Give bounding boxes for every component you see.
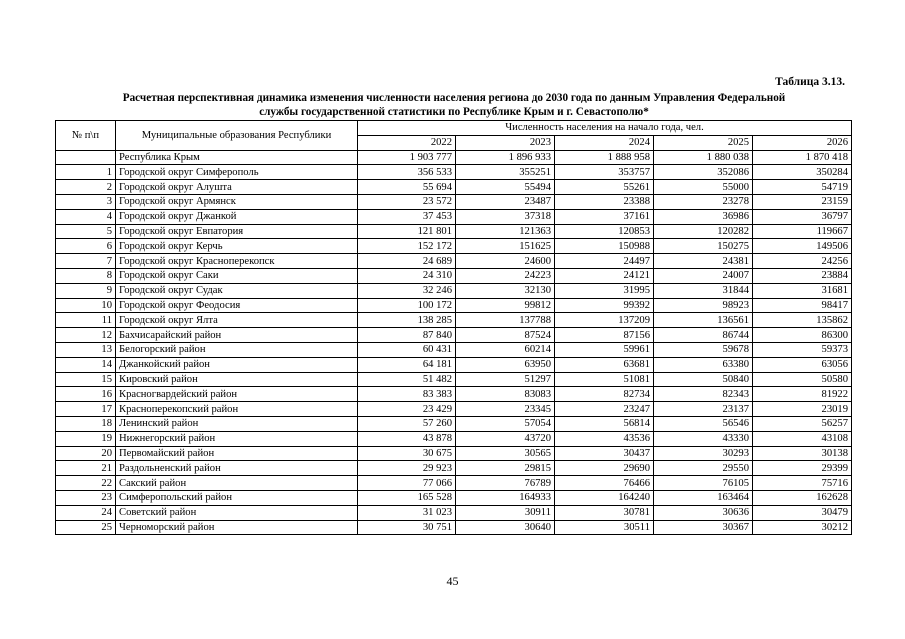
row-value: 43 878 [358, 431, 456, 446]
row-value: 164933 [456, 490, 555, 505]
row-name: Городской округ Алушта [116, 180, 358, 195]
row-value: 24600 [456, 254, 555, 269]
row-value: 30640 [456, 520, 555, 535]
row-value: 24007 [654, 268, 753, 283]
table-row [56, 446, 852, 461]
row-value: 23 572 [358, 194, 456, 209]
row-value: 355251 [456, 165, 555, 180]
row-value: 137209 [555, 313, 654, 328]
row-value: 57 260 [358, 416, 456, 431]
row-number: 19 [56, 431, 116, 446]
row-value: 23159 [753, 194, 852, 209]
row-value: 29 923 [358, 461, 456, 476]
page-number: 45 [446, 574, 459, 588]
header-year: 2022 [358, 135, 456, 150]
row-name: Первомайский район [116, 446, 358, 461]
row-value: 353757 [555, 165, 654, 180]
row-value: 56814 [555, 416, 654, 431]
table-row [56, 283, 852, 298]
header-num: № п\п [56, 121, 116, 151]
row-value: 43720 [456, 431, 555, 446]
row-value: 137788 [456, 313, 555, 328]
row-value: 24223 [456, 268, 555, 283]
row-value: 352086 [654, 165, 753, 180]
row-value: 54719 [753, 180, 852, 195]
row-value: 136561 [654, 313, 753, 328]
row-value: 23884 [753, 268, 852, 283]
row-name: Белогорский район [116, 342, 358, 357]
row-value: 83 383 [358, 387, 456, 402]
row-name: Городской округ Судак [116, 283, 358, 298]
row-value: 23019 [753, 402, 852, 417]
header-group: Численность населения на начало года, чел. [358, 121, 852, 136]
row-number: 23 [56, 490, 116, 505]
row-value: 24381 [654, 254, 753, 269]
row-number: 7 [56, 254, 116, 269]
row-value: 59373 [753, 342, 852, 357]
table-row [56, 431, 852, 446]
header-year: 2024 [555, 135, 654, 150]
row-value: 1 896 933 [456, 150, 555, 165]
row-value: 23 429 [358, 402, 456, 417]
row-value: 31844 [654, 283, 753, 298]
row-name: Красногвардейский район [116, 387, 358, 402]
row-value: 150988 [555, 239, 654, 254]
row-name: Кировский район [116, 372, 358, 387]
table-label: Таблица 3.13. [775, 76, 845, 88]
row-value: 30437 [555, 446, 654, 461]
table-row [56, 416, 852, 431]
row-value: 86300 [753, 328, 852, 343]
row-number: 13 [56, 342, 116, 357]
row-name: Республика Крым [116, 150, 358, 165]
table-row [56, 268, 852, 283]
table-row [56, 342, 852, 357]
row-value: 119667 [753, 224, 852, 239]
row-value: 30565 [456, 446, 555, 461]
row-number: 20 [56, 446, 116, 461]
row-value: 1 870 418 [753, 150, 852, 165]
row-value: 60214 [456, 342, 555, 357]
table-row [56, 328, 852, 343]
row-name: Городской округ Армянск [116, 194, 358, 209]
row-value: 82734 [555, 387, 654, 402]
table-row [56, 402, 852, 417]
table-row [56, 180, 852, 195]
row-name: Городской округ Керчь [116, 239, 358, 254]
row-value: 23137 [654, 402, 753, 417]
row-value: 56546 [654, 416, 753, 431]
row-number [56, 150, 116, 165]
row-value: 23345 [456, 402, 555, 417]
row-name: Городской округ Джанкой [116, 209, 358, 224]
row-value: 135862 [753, 313, 852, 328]
row-number: 8 [56, 268, 116, 283]
row-value: 37318 [456, 209, 555, 224]
row-name: Бахчисарайский район [116, 328, 358, 343]
row-value: 98923 [654, 298, 753, 313]
row-number: 24 [56, 505, 116, 520]
row-number: 5 [56, 224, 116, 239]
header-name: Муниципальные образования Республики [116, 121, 358, 151]
row-value: 30511 [555, 520, 654, 535]
row-value: 23247 [555, 402, 654, 417]
row-number: 10 [56, 298, 116, 313]
row-number: 9 [56, 283, 116, 298]
row-number: 12 [56, 328, 116, 343]
row-value: 63056 [753, 357, 852, 372]
title-line-2: службы государственной статистики по Республике Крым и г. Севастополю* [259, 106, 649, 118]
row-name: Городской округ Феодосия [116, 298, 358, 313]
row-number: 14 [56, 357, 116, 372]
row-name: Городской округ Симферополь [116, 165, 358, 180]
table-row [56, 520, 852, 535]
row-value: 55494 [456, 180, 555, 195]
table-row [56, 209, 852, 224]
row-value: 51 482 [358, 372, 456, 387]
table-row [56, 254, 852, 269]
row-value: 99392 [555, 298, 654, 313]
row-name: Городской округ Саки [116, 268, 358, 283]
row-value: 23388 [555, 194, 654, 209]
row-value: 51297 [456, 372, 555, 387]
row-value: 37 453 [358, 209, 456, 224]
row-value: 152 172 [358, 239, 456, 254]
row-number: 1 [56, 165, 116, 180]
row-value: 30 675 [358, 446, 456, 461]
row-value: 55261 [555, 180, 654, 195]
table-title [56, 91, 852, 119]
row-value: 30636 [654, 505, 753, 520]
row-value: 149506 [753, 239, 852, 254]
row-value: 63380 [654, 357, 753, 372]
row-value: 29550 [654, 461, 753, 476]
row-name: Советский район [116, 505, 358, 520]
row-number: 11 [56, 313, 116, 328]
row-value: 64 181 [358, 357, 456, 372]
row-value: 121 801 [358, 224, 456, 239]
row-value: 59678 [654, 342, 753, 357]
row-number: 2 [56, 180, 116, 195]
row-name: Сакский район [116, 476, 358, 491]
table-row [56, 165, 852, 180]
row-value: 43330 [654, 431, 753, 446]
row-value: 63681 [555, 357, 654, 372]
row-name: Черноморский район [116, 520, 358, 535]
row-value: 151625 [456, 239, 555, 254]
row-name: Раздольненский район [116, 461, 358, 476]
row-number: 3 [56, 194, 116, 209]
row-value: 76105 [654, 476, 753, 491]
row-value: 24256 [753, 254, 852, 269]
row-number: 18 [56, 416, 116, 431]
row-name: Городской округ Евпатория [116, 224, 358, 239]
row-value: 36797 [753, 209, 852, 224]
row-value: 31995 [555, 283, 654, 298]
row-value: 24 310 [358, 268, 456, 283]
header-year: 2025 [654, 135, 753, 150]
row-value: 87 840 [358, 328, 456, 343]
row-value: 50840 [654, 372, 753, 387]
row-value: 121363 [456, 224, 555, 239]
row-name: Красноперекопский район [116, 402, 358, 417]
row-value: 30479 [753, 505, 852, 520]
row-value: 24121 [555, 268, 654, 283]
table-row [56, 505, 852, 520]
row-number: 6 [56, 239, 116, 254]
row-value: 164240 [555, 490, 654, 505]
row-value: 30911 [456, 505, 555, 520]
row-value: 50580 [753, 372, 852, 387]
row-value: 29815 [456, 461, 555, 476]
row-value: 98417 [753, 298, 852, 313]
row-value: 55000 [654, 180, 753, 195]
row-value: 99812 [456, 298, 555, 313]
table-row [56, 461, 852, 476]
row-value: 55 694 [358, 180, 456, 195]
row-number: 4 [56, 209, 116, 224]
row-value: 150275 [654, 239, 753, 254]
table-row [56, 313, 852, 328]
row-value: 51081 [555, 372, 654, 387]
row-number: 16 [56, 387, 116, 402]
row-number: 15 [56, 372, 116, 387]
row-value: 120282 [654, 224, 753, 239]
row-value: 83083 [456, 387, 555, 402]
population-table [55, 120, 852, 535]
row-value: 37161 [555, 209, 654, 224]
row-value: 162628 [753, 490, 852, 505]
row-value: 87524 [456, 328, 555, 343]
row-value: 43536 [555, 431, 654, 446]
row-value: 32130 [456, 283, 555, 298]
row-value: 24497 [555, 254, 654, 269]
row-value: 100 172 [358, 298, 456, 313]
table-row [56, 194, 852, 209]
row-value: 29690 [555, 461, 654, 476]
row-value: 60 431 [358, 342, 456, 357]
row-value: 31 023 [358, 505, 456, 520]
row-value: 30293 [654, 446, 753, 461]
row-value: 120853 [555, 224, 654, 239]
table-row [56, 476, 852, 491]
row-value: 75716 [753, 476, 852, 491]
table-body [56, 150, 852, 535]
row-name: Ленинский район [116, 416, 358, 431]
row-name: Городской округ Красноперекопск [116, 254, 358, 269]
row-value: 30781 [555, 505, 654, 520]
header-year: 2026 [753, 135, 852, 150]
row-value: 63950 [456, 357, 555, 372]
table-row [56, 224, 852, 239]
title-line-1: Расчетная перспективная динамика изменения численности населения региона до 2030 года по данным Управления Федеральной [122, 92, 786, 104]
row-number: 22 [56, 476, 116, 491]
row-value: 36986 [654, 209, 753, 224]
row-value: 30 751 [358, 520, 456, 535]
row-value: 30367 [654, 520, 753, 535]
row-number: 25 [56, 520, 116, 535]
row-value: 356 533 [358, 165, 456, 180]
row-name: Нижнегорский район [116, 431, 358, 446]
total-row [56, 150, 852, 165]
row-value: 23487 [456, 194, 555, 209]
table-row [56, 490, 852, 505]
row-number: 21 [56, 461, 116, 476]
row-value: 59961 [555, 342, 654, 357]
table-row [56, 298, 852, 313]
row-name: Городской округ Ялта [116, 313, 358, 328]
row-value: 76789 [456, 476, 555, 491]
row-name: Джанкойский район [116, 357, 358, 372]
row-value: 82343 [654, 387, 753, 402]
row-value: 1 880 038 [654, 150, 753, 165]
row-value: 1 903 777 [358, 150, 456, 165]
table-row [56, 387, 852, 402]
row-value: 24 689 [358, 254, 456, 269]
row-name: Симферопольский район [116, 490, 358, 505]
row-value: 31681 [753, 283, 852, 298]
table-row [56, 372, 852, 387]
row-value: 57054 [456, 416, 555, 431]
table-row [56, 239, 852, 254]
row-value: 165 528 [358, 490, 456, 505]
row-number: 17 [56, 402, 116, 417]
row-value: 163464 [654, 490, 753, 505]
row-value: 76466 [555, 476, 654, 491]
row-value: 56257 [753, 416, 852, 431]
row-value: 30212 [753, 520, 852, 535]
row-value: 32 246 [358, 283, 456, 298]
row-value: 138 285 [358, 313, 456, 328]
row-value: 30138 [753, 446, 852, 461]
row-value: 350284 [753, 165, 852, 180]
row-value: 1 888 958 [555, 150, 654, 165]
row-value: 77 066 [358, 476, 456, 491]
row-value: 86744 [654, 328, 753, 343]
row-value: 23278 [654, 194, 753, 209]
header-year: 2023 [456, 135, 555, 150]
row-value: 29399 [753, 461, 852, 476]
row-value: 87156 [555, 328, 654, 343]
row-value: 43108 [753, 431, 852, 446]
table-row [56, 357, 852, 372]
row-value: 81922 [753, 387, 852, 402]
